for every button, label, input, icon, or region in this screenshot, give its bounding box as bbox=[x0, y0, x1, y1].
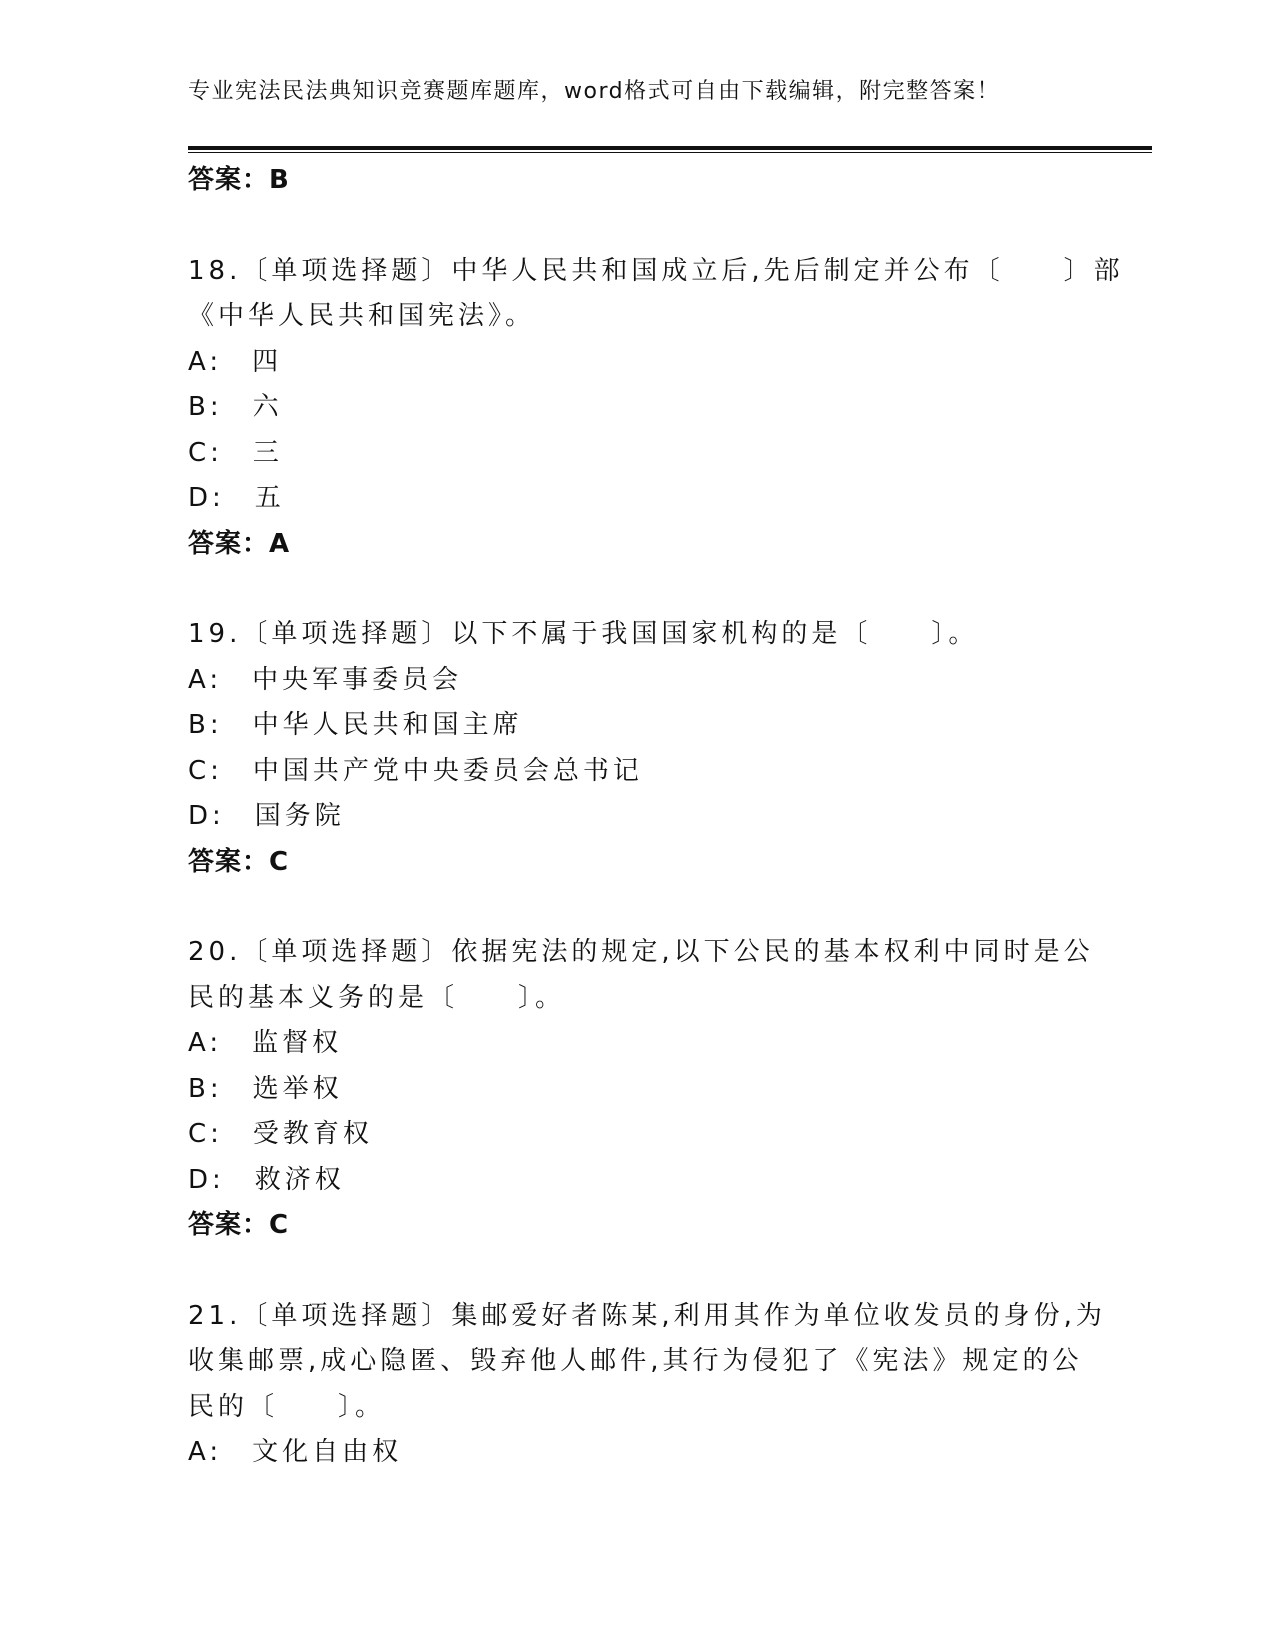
answer-line: 答案：A bbox=[188, 528, 291, 559]
option-b: B: 选举权 bbox=[188, 1073, 343, 1104]
header-rule-thick bbox=[188, 146, 1152, 150]
option-a: A: 中央军事委员会 bbox=[188, 664, 463, 695]
previous-answer: 答案：B bbox=[188, 165, 290, 195]
question-19 bbox=[188, 612, 1088, 885]
option-d: D: 五 bbox=[188, 483, 285, 513]
header-rule-thin bbox=[188, 152, 1152, 153]
option-b: B: 中华人民共和国主席 bbox=[188, 710, 523, 740]
page-header: 专业宪法民法典知识竞赛题库题库，word格式可自由下载编辑，附完整答案！ bbox=[188, 79, 1001, 104]
option-c: C: 三 bbox=[188, 437, 283, 468]
question-text-line: 21.〔单项选择题〕集邮爱好者陈某,利用其作为单位收发员的身份,为 bbox=[188, 1300, 1106, 1331]
question-text-line: 20.〔单项选择题〕依据宪法的规定,以下公民的基本权利中同时是公 bbox=[188, 937, 1094, 967]
question-text-line: 19.〔单项选择题〕以下不属于我国国家机构的是〔 〕。 bbox=[188, 619, 979, 649]
option-c: C: 受教育权 bbox=[188, 1119, 373, 1149]
question-text-line: 18.〔单项选择题〕中华人民共和国成立后,先后制定并公布〔 〕部 bbox=[188, 255, 1124, 286]
answer-line: 答案：C bbox=[188, 846, 290, 877]
option-a: A: 四 bbox=[188, 346, 283, 377]
option-b: B: 六 bbox=[188, 392, 283, 422]
question-text-line: 民的〔 〕。 bbox=[188, 1391, 386, 1422]
document-body bbox=[188, 158, 1124, 1476]
option-a: A: 文化自由权 bbox=[188, 1437, 403, 1467]
question-21 bbox=[188, 1294, 1106, 1476]
option-d: D: 国务院 bbox=[188, 801, 345, 831]
option-d: D: 救济权 bbox=[188, 1164, 345, 1195]
question-text-line: 收集邮票,成心隐匿、毁弃他人邮件,其行为侵犯了《宪法》规定的公 bbox=[188, 1346, 1083, 1376]
answer-line: 答案：C bbox=[188, 1210, 290, 1240]
question-text-line: 民的基本义务的是〔 〕。 bbox=[188, 982, 566, 1013]
question-18 bbox=[188, 249, 1124, 568]
option-a: A: 监督权 bbox=[188, 1028, 343, 1058]
option-c: C: 中国共产党中央委员会总书记 bbox=[188, 755, 643, 786]
question-20 bbox=[188, 930, 1094, 1249]
question-text-line: 《中华人民共和国宪法》。 bbox=[188, 301, 536, 331]
